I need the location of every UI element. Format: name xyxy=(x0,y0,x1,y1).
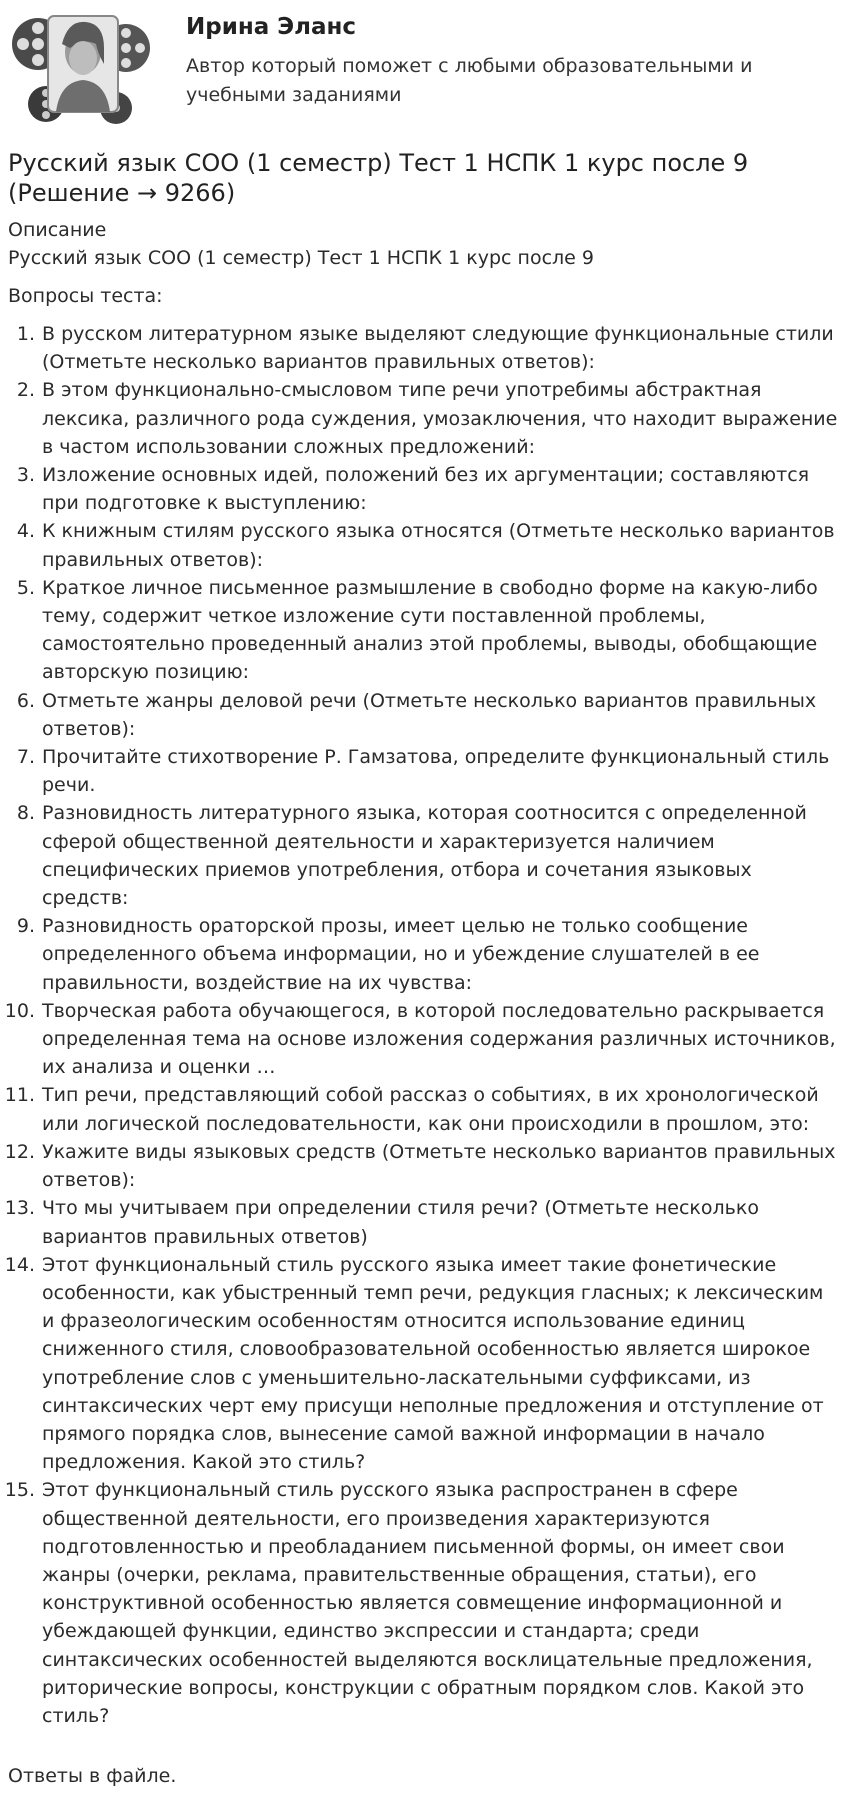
list-item-number: 14. xyxy=(4,1253,35,1276)
list-item xyxy=(0,517,840,573)
list-item xyxy=(0,1138,840,1194)
list-item xyxy=(0,997,840,1082)
list-item-number: 9. xyxy=(16,915,35,938)
questions-list xyxy=(0,320,840,1730)
list-item-text: К книжным стилям русского языка относятся (Отметьте несколько вариантов правильных ответов): xyxy=(42,520,835,571)
list-item-number: 11. xyxy=(4,1084,35,1107)
list-item-text: Разновидность литературного языка, которая соотносится с определенной сферой общественной деятельности и характеризуется наличием специфических приемов употребления, отбора и сочетания языковых средств: xyxy=(42,802,807,910)
list-item-number: 7. xyxy=(16,746,35,769)
author-header xyxy=(8,4,838,128)
list-item-text: Творческая работа обучающегося, в которой последовательно раскрывается определенная тема на основе изложения содержания различных источников, их анализа и оценки … xyxy=(42,999,836,1079)
list-item xyxy=(0,912,840,997)
list-item-text: Этот функциональный стиль русского языка распространен в сфере общественной деятельности, его произведения характеризуются подготовленностью и преобладанием письменной формы, он имеет свои жанры (очерки, реклама, правительственные обращения, статьи), его конструктивной особенностью является совмещение информационной и убеждающей функции, единство экспрессии и стандарта; среди синтаксических особенностей выделяются восклицательные предложения, риторические вопросы, конструкции с обратным порядком слов. Какой это стиль? xyxy=(42,1479,813,1727)
list-item-text: В русском литературном языке выделяют следующие функциональные стили (Отметьте несколько вариантов правильных ответов): xyxy=(42,323,834,374)
list-item-number: 10. xyxy=(4,999,35,1022)
list-item-text: Тип речи, представляющий собой рассказ о событиях, в их хронологической или логической последовательности, как они происходили в прошлом, это: xyxy=(42,1084,819,1135)
list-item-text: Отметьте жанры деловой речи (Отметьте несколько вариантов правильных ответов): xyxy=(42,689,817,740)
list-item-number: 13. xyxy=(4,1197,35,1220)
list-item-number: 3. xyxy=(16,464,35,487)
list-item xyxy=(0,1081,840,1137)
list-item xyxy=(0,574,840,687)
author-name[interactable]: Ирина Эланс xyxy=(186,14,357,40)
list-item-number: 1. xyxy=(16,323,35,345)
list-item-text: Изложение основных идей, положений без их аргументации; составляются при подготовке к выступлению: xyxy=(42,464,810,515)
author-description: Автор который поможет с любыми образовательными и учебными заданиями xyxy=(186,55,753,106)
list-item xyxy=(0,687,840,743)
list-item-number: 15. xyxy=(4,1479,35,1502)
list-item xyxy=(0,1476,840,1730)
list-item-number: 2. xyxy=(16,379,35,402)
list-item-number: 8. xyxy=(16,802,35,825)
list-item-number: 12. xyxy=(4,1140,35,1163)
list-item-text: Разновидность ораторской прозы, имеет целью не только сообщение определенного объема информации, но и убеждение слушателей в ее правильности, воздействие на их чувства: xyxy=(42,915,760,994)
avatar-image xyxy=(8,4,158,128)
list-item xyxy=(0,1194,840,1250)
list-item-number: 6. xyxy=(16,689,35,712)
list-item-text: Прочитайте стихотворение Р. Гамзатова, определите функциональный стиль речи. xyxy=(42,746,830,797)
list-item xyxy=(0,461,840,517)
list-item-number: 5. xyxy=(16,576,35,599)
list-item xyxy=(0,799,840,912)
description-text: Русский язык СОО (1 семестр) Тест 1 НСПК 1 курс после 9 xyxy=(8,247,594,269)
page-title: Русский язык СОО (1 семестр) Тест 1 НСПК 1 курс после 9 (Решение → 9266) xyxy=(8,149,749,207)
list-item-text: Этот функциональный стиль русского языка имеет такие фонетические особенности, как убыстренный темп речи, редукция гласных; к лексическим и фразеологическим особенностям относится использование единиц сниженного стиля, словообразовательной особенностью является широкое употребление слов с уменьшительно-ласкательными суффиксами, из синтаксических черт ему присущи неполные предложения и отступление от прямого порядка слов, вынесение самой важной информации в начало предложения. Какой это стиль? xyxy=(42,1253,824,1474)
list-item xyxy=(0,320,840,376)
list-item-text: Что мы учитываем при определении стиля речи? (Отметьте несколько вариантов правильных ответов) xyxy=(42,1197,759,1248)
list-item-text: Краткое личное письменное размышление в свободно форме на какую-либо тему, содержит четкое изложение сути поставленной проблемы, самостоятельно проведенный анализ этой проблемы, выводы, обобщающие авторскую позицию: xyxy=(42,576,818,684)
list-item xyxy=(0,1251,840,1477)
description-heading: Описание xyxy=(8,219,107,241)
list-item-text: Укажите виды языковых средств (Отметьте несколько вариантов правильных ответов): xyxy=(42,1140,836,1192)
list-item xyxy=(0,743,840,799)
answers-note: Ответы в файле. xyxy=(8,1765,177,1787)
list-item-number: 4. xyxy=(16,520,35,543)
questions-heading: Вопросы теста: xyxy=(8,285,163,307)
list-item xyxy=(0,376,840,461)
avatar[interactable] xyxy=(8,4,158,128)
list-item-text: В этом функционально-смысловом типе речи употребимы абстрактная лексика, различного рода суждения, умозаключения, что находит выражение в частом использовании сложных предложений: xyxy=(42,379,838,458)
